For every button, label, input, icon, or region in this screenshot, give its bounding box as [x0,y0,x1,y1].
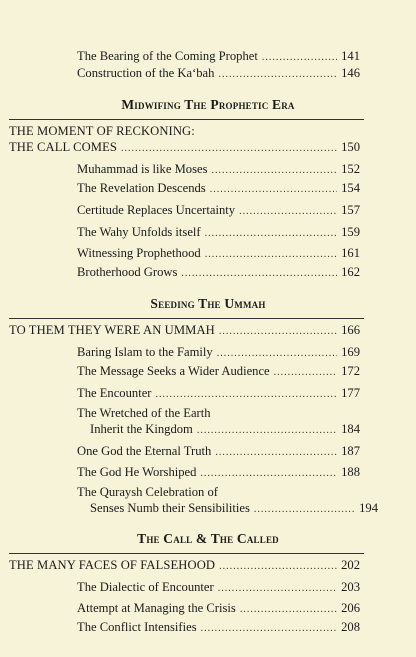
entry-page: 188 [341,465,360,479]
entry-title-line: The Wretched of the Earth [77,406,211,420]
entry-title: Certitude Replaces Uncertainty [77,203,236,217]
toc-entry [77,620,360,636]
toc-entry [77,444,360,460]
leader-dots [218,581,337,596]
leader-dots [240,602,337,617]
entry-title: Baring Islam to the Family [77,345,213,359]
entry-title: Attempt at Managing the Crisis [77,601,236,615]
part-title: Midwifing The Prophetic Era [121,97,295,112]
entry-page: 141 [341,49,360,63]
toc-entry [77,181,360,197]
entry-title: The Wahy Unfolds itself [77,225,201,239]
toc-entry [77,345,360,361]
leader-dots [201,621,337,636]
entry-page: 177 [341,386,360,400]
entry-title: Construction of the Ka‘bah [77,66,215,80]
chapter-title: TO THEM THEY WERE AN UMMAH [9,323,215,337]
toc-entry [77,66,360,82]
entry-title: Brotherhood Grows [77,265,178,279]
entry-title: Muhammad is like Moses [77,162,208,176]
leader-dots [205,247,337,262]
toc-chapter [9,558,360,574]
entry-page: 184 [341,422,360,436]
toc-entry [77,580,360,596]
toc-entry [77,364,360,380]
toc-entry [77,265,360,281]
toc-entry [90,501,378,517]
toc-entry [77,49,360,65]
toc-entry [77,386,360,402]
entry-title: Witnessing Prophethood [77,246,201,260]
toc-entry [90,422,360,438]
section-rule [9,553,364,554]
entry-page: 162 [341,265,360,279]
leader-dots [181,266,337,281]
chapter-page: 150 [341,140,360,154]
toc-entry [77,203,360,219]
entry-title-line: The Quraysh Celebration of [77,485,218,499]
chapter-title: THE CALL COMES [9,140,117,154]
entry-page: 206 [341,601,360,615]
toc-entry [77,162,360,178]
entry-title: Inherit the Kingdom [90,422,193,436]
entry-page: 152 [341,162,360,176]
leader-dots [219,559,337,574]
entry-page: 169 [341,345,360,359]
entry-title: The Dialectic of Encounter [77,580,214,594]
section-rule [9,318,364,319]
toc-entry [77,601,360,617]
entry-title: Senses Numb their Sensibilities [90,501,250,515]
leader-dots [200,466,337,481]
part-title: Seeding The Ummah [150,296,266,311]
chapter-page: 166 [341,323,360,337]
leader-dots [218,67,337,82]
entry-page: 194 [359,501,378,515]
leader-dots [211,163,337,178]
entry-page: 157 [341,203,360,217]
section-rule [9,119,364,120]
entry-page: 159 [341,225,360,239]
leader-dots [217,346,337,361]
toc-chapter [9,323,360,339]
chapter-page: 202 [341,558,360,572]
leader-dots [219,324,337,339]
leader-dots [155,387,337,402]
entry-title: The Message Seeks a Wider Audience [77,364,270,378]
toc-entry [77,225,360,241]
leader-dots [262,50,337,65]
part-title: The Call & The Called [137,531,279,546]
entry-title: The Encounter [77,386,152,400]
entry-page: 146 [341,66,360,80]
leader-dots [274,365,337,380]
entry-title: The Bearing of the Coming Prophet [77,49,258,63]
entry-page: 187 [341,444,360,458]
entry-title: The Conflict Intensifies [77,620,197,634]
leader-dots [254,502,355,517]
leader-dots [239,204,337,219]
leader-dots [215,445,337,460]
chapter-title: THE MANY FACES OF FALSEHOOD [9,558,216,572]
leader-dots [210,182,337,197]
entry-title: The God He Worshiped [77,465,197,479]
entry-page: 154 [341,181,360,195]
chapter-title-line: THE MOMENT OF RECKONING: [9,124,195,138]
toc-entry [77,465,360,481]
entry-title: One God the Eternal Truth [77,444,212,458]
toc-entry [77,246,360,262]
entry-page: 172 [341,364,360,378]
entry-page: 161 [341,246,360,260]
entry-page: 208 [341,620,360,634]
leader-dots [205,226,337,241]
toc-chapter [9,140,360,156]
leader-dots [121,141,337,156]
entry-title: The Revelation Descends [77,181,206,195]
leader-dots [197,423,337,438]
entry-page: 203 [341,580,360,594]
